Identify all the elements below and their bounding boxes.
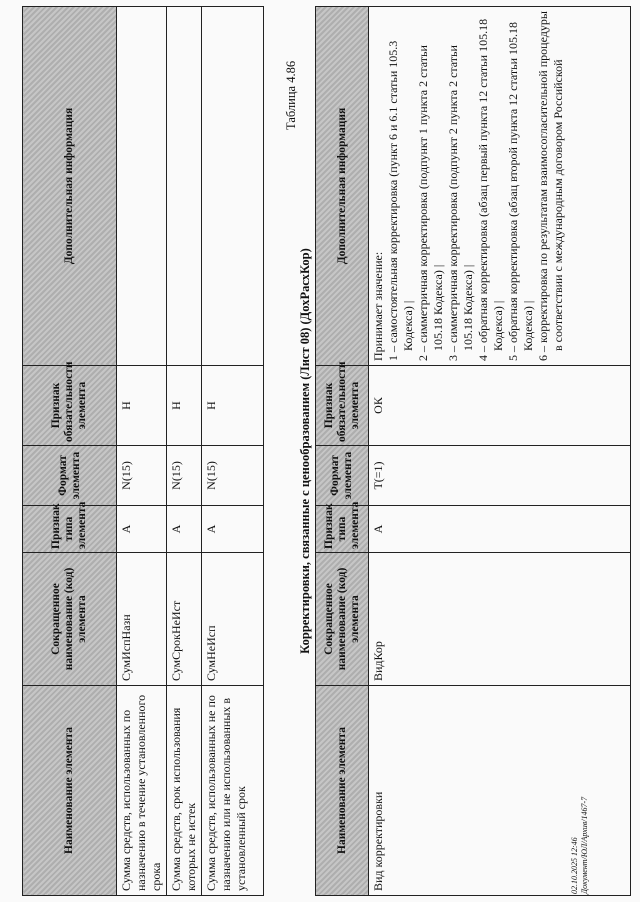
element-info [202,7,264,366]
element-info [369,7,631,366]
column-header: Формат элемента [23,446,117,506]
element-format: N(15) [117,446,167,506]
table-title: Корректировки, связанные с ценообразованием (Лист 08) (ДохРасхКор) [298,248,312,654]
column-header: Признак обязательности элемента [316,366,369,446]
element-name: Сумма средств, использованных по назначению в течение установленного срока [117,686,167,896]
element-name: Сумма средств, использованных не по назначению или не использованных в установленный срок [202,686,264,896]
table-number: Таблица 4.86 [284,60,298,130]
table-row [369,7,631,896]
table-row [117,7,167,896]
table-header-row [23,7,117,896]
table-row [167,7,202,896]
column-header: Дополнительная информация [316,7,369,366]
column-header: Наименование элемента [23,686,117,896]
element-code: СумСрокНеИст [167,553,202,686]
footer-stamp [570,797,590,894]
column-header: Признак типа элемента [23,506,117,553]
value-item: 5 – обратная корректировка (абзац второй пункта 12 статьи 105.18 Кодекса) | [506,21,535,361]
element-info [167,7,202,366]
value-item: 4 – обратная корректировка (абзац первый пункта 12 статьи 105.18 Кодекса) | [476,18,505,361]
element-code: СумИспНазн [117,553,167,686]
element-format: N(15) [167,446,202,506]
element-format: N(15) [202,446,264,506]
element-name: Сумма средств, срок использования которых не истек [167,686,202,896]
element-format: T(=1) [369,446,631,506]
element-info [117,7,167,366]
element-type: А [369,506,631,553]
footer-doc-path: Документ/ЮЛ/Архив/1467-7 [580,796,589,894]
value-item: 2 – симметричная корректировка (подпункт 1 пункта 2 статьи 105.18 Кодекса) | [416,45,445,361]
element-name: Вид корректировки [369,686,631,896]
info-intro: Принимает значение: [371,251,385,361]
column-header: Признак обязательности элемента [23,366,117,446]
element-type: А [167,506,202,553]
table-row [202,7,264,896]
element-type: А [117,506,167,553]
column-header: Признак типа элемента [316,506,369,553]
column-header: Дополнительная информация [23,7,117,366]
value-item: 1 – самостоятельная корректировка (пункт 6 и 6.1 статьи 105.3 Кодекса) | [386,40,415,361]
element-code: ВидКор [369,553,631,686]
column-header: Наименование элемента [316,686,369,896]
value-list [386,11,566,361]
element-required: Н [167,366,202,446]
element-type: А [202,506,264,553]
value-item: 3 – симметричная корректировка (подпункт 2 пункта 2 статьи 105.18 Кодекса) | [446,45,475,361]
elements-table-continued [22,6,264,896]
column-header: Формат элемента [316,446,369,506]
element-required: ОК [369,366,631,446]
table-header-row [316,7,369,896]
price-adjustments-table [315,6,631,896]
column-header: Сокращенное наименование (код) элемента [316,553,369,686]
footer-date: 02.10.2025 12:46 [570,837,579,894]
value-item: 6 – корректировка по результатам взаимосогласительной процедуры в соответствии с международным договором Российской [536,11,565,361]
element-code: СумНеИсп [202,553,264,686]
column-header: Сокращенное наименование (код) элемента [23,553,117,686]
element-required: Н [117,366,167,446]
element-required: Н [202,366,264,446]
